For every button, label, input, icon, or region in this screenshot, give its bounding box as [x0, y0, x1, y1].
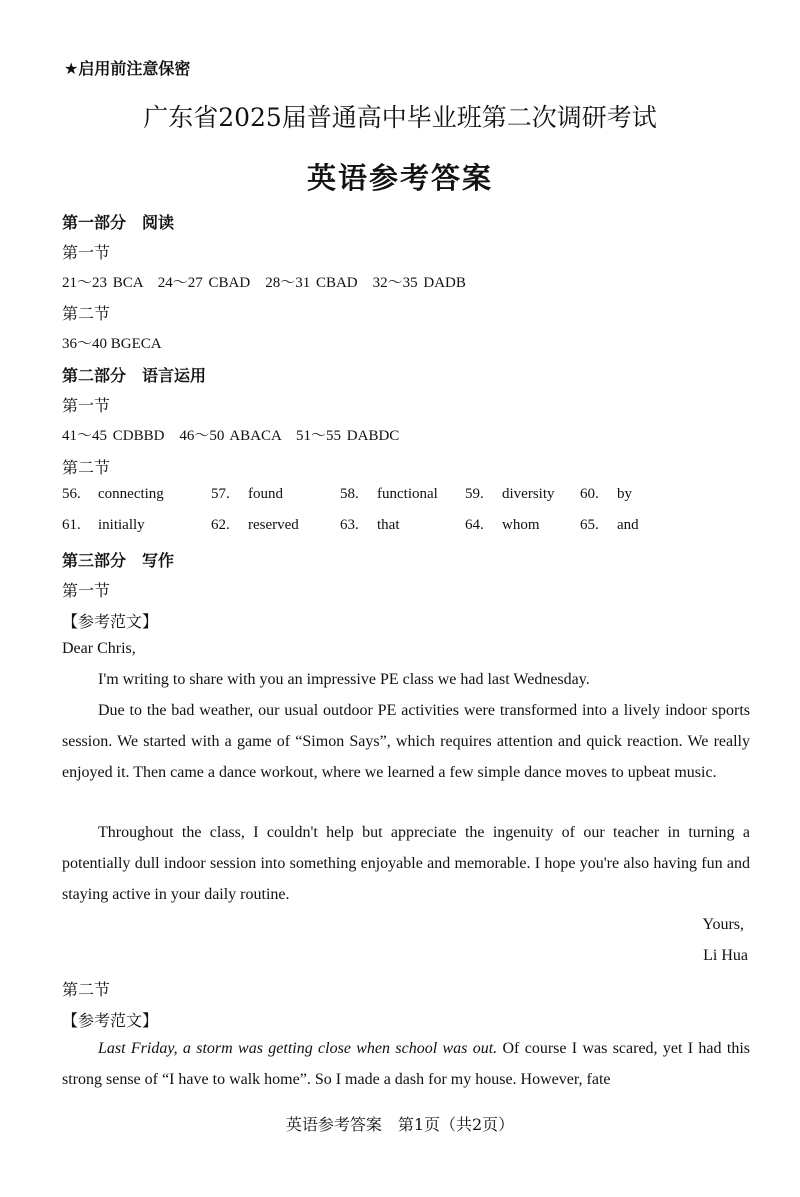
- answer-word: diversity: [502, 486, 555, 502]
- part2-sec1-label: 第一节: [62, 396, 111, 415]
- letter-signature: Li Hua: [703, 947, 748, 964]
- part2-sec1-answers: 41～45 CDBBD 46～50 ABACA 51～55 DABDC: [62, 428, 400, 444]
- part3-sec2-label: 第二节: [62, 980, 111, 999]
- part3-heading: 第三部分 写作: [62, 551, 175, 570]
- story-paragraph: [62, 1033, 750, 1095]
- answer-num: 60.: [580, 486, 599, 502]
- answer-num: 62.: [211, 517, 230, 533]
- letter-paragraph: I'm writing to share with you an impressive PE class we had last Wednesday.: [98, 671, 590, 688]
- answer-word: whom: [502, 517, 540, 533]
- answer-num: 61.: [62, 517, 81, 533]
- answer-word: initially: [98, 517, 145, 533]
- sample-essay-label: 【参考范文】: [62, 1011, 159, 1030]
- answer-num: 57.: [211, 486, 230, 502]
- letter-closing: Yours,: [702, 916, 744, 933]
- part3-sec1-label: 第一节: [62, 581, 111, 600]
- part1-sec2-label: 第二节: [62, 304, 111, 323]
- part2-heading: 第二部分 语言运用: [62, 366, 207, 385]
- sample-essay-label: 【参考范文】: [62, 612, 159, 631]
- document-title: 英语参考答案: [306, 161, 493, 195]
- letter-paragraph: Due to the bad weather, our usual outdoor PE activities were transformed into a lively indoor sports session. We started with a game of “Simon Says”, which requires attention and quick reaction. We really enjoyed it. Then came a dance workout, where we learned a few simple dance moves to upbeat music.: [62, 702, 750, 781]
- answer-word: and: [617, 517, 639, 533]
- page-footer: 英语参考答案 第1页（共2页）: [285, 1115, 515, 1134]
- answer-num: 65.: [580, 517, 599, 533]
- story-opening-sentence: Last Friday, a storm was getting close when school was out.: [98, 1040, 498, 1057]
- answer-word: functional: [377, 486, 438, 502]
- part1-heading: 第一部分 阅读: [62, 213, 175, 232]
- answer-num: 58.: [340, 486, 359, 502]
- answer-num: 64.: [465, 517, 484, 533]
- answer-num: 56.: [62, 486, 81, 502]
- letter-greeting: Dear Chris,: [62, 640, 136, 657]
- answer-word: reserved: [248, 517, 299, 533]
- part1-sec1-label: 第一节: [62, 243, 111, 262]
- story-continuation: Of course I was scared, yet I had this strong sense of “I have to walk home”. So I made a dash for my house. However, fate: [62, 1040, 750, 1088]
- exam-title: 广东省2025届普通高中毕业班第二次调研考试: [143, 103, 657, 132]
- answer-num: 63.: [340, 517, 359, 533]
- part2-sec2-label: 第二节: [62, 458, 111, 477]
- answer-word: by: [617, 486, 632, 502]
- answer-word: connecting: [98, 486, 164, 502]
- part1-sec1-answers: 21～23 BCA 24～27 CBAD 28～31 CBAD 32～35 DADB: [62, 275, 466, 291]
- letter-paragraph: Throughout the class, I couldn't help but appreciate the ingenuity of our teacher in turning a potentially dull indoor session into something enjoyable and memorable. I hope you're also having fun and staying active in your daily routine.: [62, 824, 750, 903]
- confidential-note: ★启用前注意保密: [64, 59, 191, 78]
- answer-word: that: [377, 517, 400, 533]
- part1-sec2-answers: 36～40 BGECA: [62, 336, 162, 352]
- answer-word: found: [248, 486, 283, 502]
- answer-num: 59.: [465, 486, 484, 502]
